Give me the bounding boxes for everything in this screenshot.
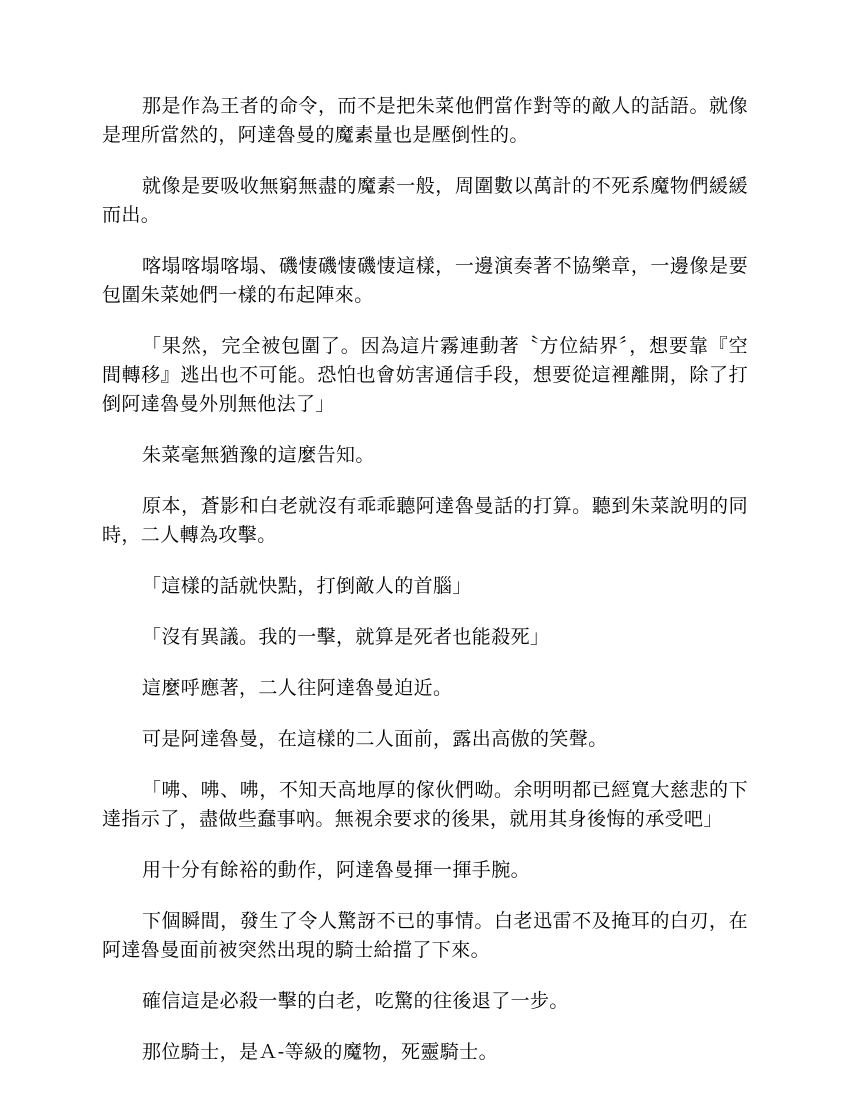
paragraph-4: 「果然，完全被包圍了。因為這片霧連動著〝方位結界〞，想要靠『空間轉移』逃出也不可能。恐怕也會妨害通信手段，想要從這裡離開，除了打倒阿達魯曼外別無他法了」 — [102, 335, 748, 415]
paragraph-14: 確信這是必殺一擊的白老，吃驚的往後退了一步。 — [142, 990, 569, 1012]
paragraph-12: 用十分有餘裕的動作，阿達魯曼揮一揮手腕。 — [142, 859, 531, 881]
paragraph-10: 可是阿達魯曼，在這樣的二人面前，露出高傲的笑聲。 — [142, 728, 608, 750]
paragraph-6: 原本，蒼影和白老就沒有乖乖聽阿達魯曼話的打算。聽到朱菜說明的同時，二人轉為攻擊。 — [102, 495, 748, 546]
paragraph-13: 下個瞬間，發生了令人驚訝不已的事情。白老迅雷不及掩耳的白刃，在阿達魯曼面前被突然出現的騎士給擋了下來。 — [102, 910, 748, 961]
paragraph-3: 喀塌喀塌喀塌、磯悽磯悽磯悽這樣，一邊演奏著不協樂章，一邊像是要包圍朱菜她們一樣的布起陣來。 — [102, 255, 748, 306]
paragraph-8: 「沒有異議。我的一擊，就算是死者也能殺死」 — [142, 626, 550, 648]
document-page — [102, 92, 748, 1089]
paragraph-11: 「咈、咈、咈，不知天高地厚的傢伙們呦。余明明都已經寬大慈悲的下達指示了，盡做些蠢事吶。無視余要求的後果，就用其身後悔的承受吧」 — [102, 779, 748, 830]
paragraph-2: 就像是要吸收無窮無盡的魔素一般，周圍數以萬計的不死系魔物們緩緩而出。 — [102, 175, 748, 226]
paragraph-1: 那是作為王者的命令，而不是把朱菜他們當作對等的敵人的話語。就像是理所當然的，阿達魯曼的魔素量也是壓倒性的。 — [102, 95, 748, 146]
paragraph-15: 那位騎士，是Ａ-等級的魔物，死靈騎士。 — [142, 1041, 499, 1063]
paragraph-5: 朱菜毫無猶豫的這麼告知。 — [142, 444, 375, 466]
paragraph-7: 「這樣的話就快點，打倒敵人的首腦」 — [142, 575, 472, 597]
paragraph-9: 這麼呼應著，二人往阿達魯曼迫近。 — [142, 677, 453, 699]
